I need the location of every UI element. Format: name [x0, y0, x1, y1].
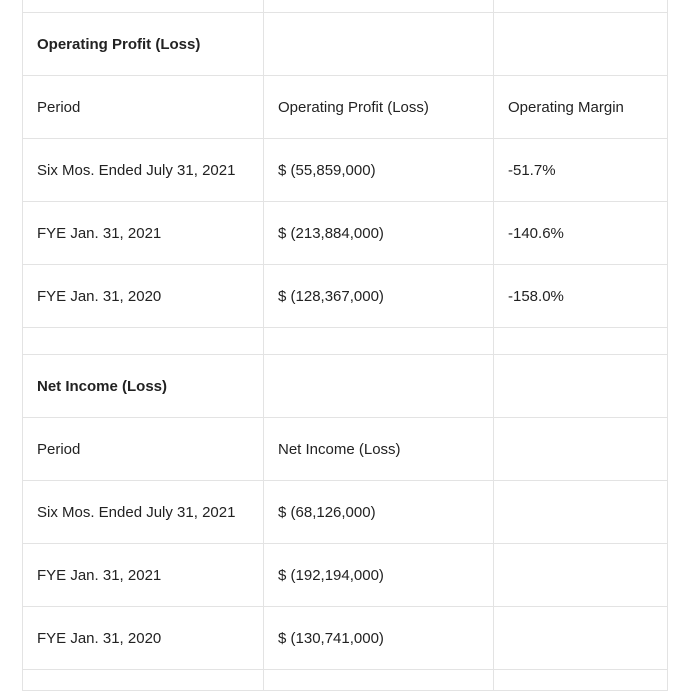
table-cell	[494, 0, 668, 13]
period-cell: FYE Jan. 31, 2021	[23, 202, 264, 265]
column-header: Period	[23, 76, 264, 139]
value-cell: $ (128,367,000)	[264, 265, 494, 328]
table-row	[23, 202, 668, 265]
table-cell	[264, 328, 494, 355]
value-cell: $ (192,194,000)	[264, 544, 494, 607]
value-cell: $ (130,741,000)	[264, 607, 494, 670]
period-cell: FYE Jan. 31, 2021	[23, 544, 264, 607]
period-cell: FYE Jan. 31, 2020	[23, 265, 264, 328]
financial-table	[22, 0, 668, 691]
section-title-row	[23, 355, 668, 418]
table-cell	[494, 670, 668, 691]
table-cell	[494, 13, 668, 76]
section-title-row	[23, 13, 668, 76]
operating-section-title: Operating Profit (Loss)	[23, 13, 264, 76]
table-cell	[23, 0, 264, 13]
period-cell: FYE Jan. 31, 2020	[23, 607, 264, 670]
table-cell	[264, 355, 494, 418]
value-cell: $ (55,859,000)	[264, 139, 494, 202]
value-cell: $ (213,884,000)	[264, 202, 494, 265]
header-row	[23, 418, 668, 481]
table-row	[23, 265, 668, 328]
column-header: Operating Profit (Loss)	[264, 76, 494, 139]
spacer-row	[23, 328, 668, 355]
table-cell	[494, 328, 668, 355]
table-row	[23, 0, 668, 13]
table-row	[23, 607, 668, 670]
table-cell	[23, 670, 264, 691]
table-cell	[23, 328, 264, 355]
margin-cell: -158.0%	[494, 265, 668, 328]
period-cell: Six Mos. Ended July 31, 2021	[23, 481, 264, 544]
column-header: Operating Margin	[494, 76, 668, 139]
table-cell	[494, 544, 668, 607]
table-row	[23, 481, 668, 544]
table-cell	[494, 481, 668, 544]
header-row	[23, 76, 668, 139]
column-header	[494, 418, 668, 481]
column-header: Period	[23, 418, 264, 481]
table-cell	[264, 0, 494, 13]
column-header: Net Income (Loss)	[264, 418, 494, 481]
table-cell	[494, 607, 668, 670]
margin-cell: -51.7%	[494, 139, 668, 202]
table-row	[23, 544, 668, 607]
value-cell: $ (68,126,000)	[264, 481, 494, 544]
net-income-section-title: Net Income (Loss)	[23, 355, 264, 418]
table-row	[23, 139, 668, 202]
table-cell	[494, 355, 668, 418]
table-row	[23, 670, 668, 691]
table-cell	[264, 670, 494, 691]
period-cell: Six Mos. Ended July 31, 2021	[23, 139, 264, 202]
margin-cell: -140.6%	[494, 202, 668, 265]
table-cell	[264, 13, 494, 76]
